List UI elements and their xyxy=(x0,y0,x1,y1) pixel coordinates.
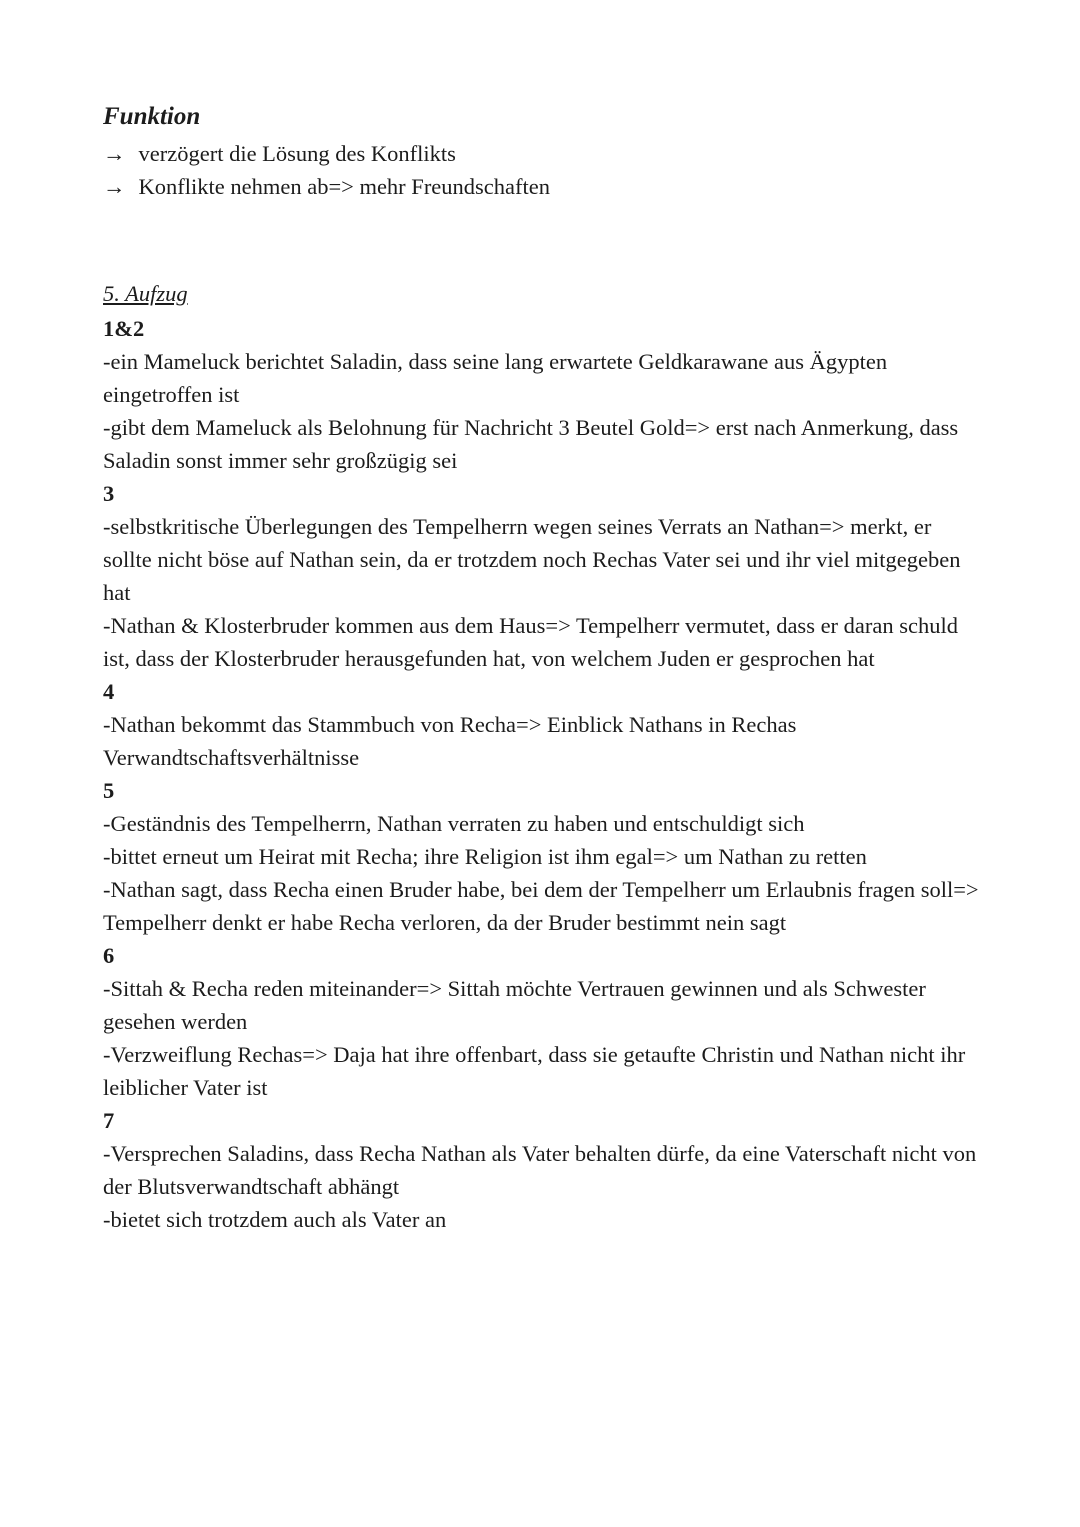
scene-entry xyxy=(103,774,980,939)
funktion-point-text: verzögert die Lösung des Konflikts xyxy=(138,141,456,166)
note-line: -Sittah & Recha reden miteinander=> Sittah möchte Vertrauen gewinnen und als Schwester gesehen werden xyxy=(103,976,926,1034)
note-line: -gibt dem Mameluck als Belohnung für Nachricht 3 Beutel Gold=> erst nach Anmerkung, dass Saladin sonst immer sehr großzügig sei xyxy=(103,415,959,473)
note-line: -Nathan bekommt das Stammbuch von Recha=> Einblick Nathans in Rechas Verwandtschaftsverhältnisse xyxy=(103,712,797,770)
funktion-point-text: Konflikte nehmen ab=> mehr Freundschaften xyxy=(138,174,551,199)
note-line: -selbstkritische Überlegungen des Tempelherrn wegen seines Verrats an Nathan=> merkt, er sollte nicht böse auf Nathan sein, da er trotzdem noch Rechas Vater sei und ihr viel mitgegeben hat xyxy=(103,514,961,605)
scene-label: 4 xyxy=(103,679,115,704)
scene-entry xyxy=(103,312,980,477)
funktion-point xyxy=(103,137,980,170)
scene-entry xyxy=(103,477,980,675)
note-line: -Geständnis des Tempelherrn, Nathan verraten zu haben und entschuldigt sich xyxy=(103,811,805,836)
note-line: -Versprechen Saladins, dass Recha Nathan als Vater behalten dürfe, da eine Vaterschaft nicht von der Blutsverwandtschaft abhängt xyxy=(103,1141,977,1199)
note-line: -bittet erneut um Heirat mit Recha; ihre Religion ist ihm egal=> um Nathan zu retten xyxy=(103,844,867,869)
aufzug-section xyxy=(103,277,980,1236)
note-line: -Nathan & Klosterbruder kommen aus dem Haus=> Tempelherr vermutet, dass er daran schuld ist, dass der Klosterbruder herausgefunden hat, von welchem Juden er gesprochen hat xyxy=(103,613,959,671)
scene-label: 7 xyxy=(103,1108,115,1133)
note-line: -Nathan sagt, dass Recha einen Bruder habe, bei dem der Tempelherr um Erlaubnis fragen soll=> Tempelherr denkt er habe Recha verloren, da der Bruder bestimmt nein sagt xyxy=(103,877,979,935)
funktion-point xyxy=(103,170,980,203)
note-line: -ein Mameluck berichtet Saladin, dass seine lang erwartete Geldkarawane aus Ägypten eingetroffen ist xyxy=(103,349,888,407)
note-line: -bietet sich trotzdem auch als Vater an xyxy=(103,1207,447,1232)
funktion-heading: Funktion xyxy=(103,103,201,130)
arrow-icon: → xyxy=(103,174,126,199)
aufzug-heading: 5. Aufzug xyxy=(103,281,188,306)
note-line: -Verzweiflung Rechas=> Daja hat ihre offenbart, dass sie getaufte Christin und Nathan nicht ihr leiblicher Vater ist xyxy=(103,1042,966,1100)
arrow-icon: → xyxy=(103,141,126,166)
scene-label: 1&2 xyxy=(103,316,145,341)
scene-label: 6 xyxy=(103,943,115,968)
funktion-section xyxy=(103,100,980,203)
scene-entry xyxy=(103,939,980,1104)
scene-entry xyxy=(103,675,980,774)
scene-label: 3 xyxy=(103,481,115,506)
scene-entry xyxy=(103,1104,980,1236)
scene-label: 5 xyxy=(103,778,115,803)
